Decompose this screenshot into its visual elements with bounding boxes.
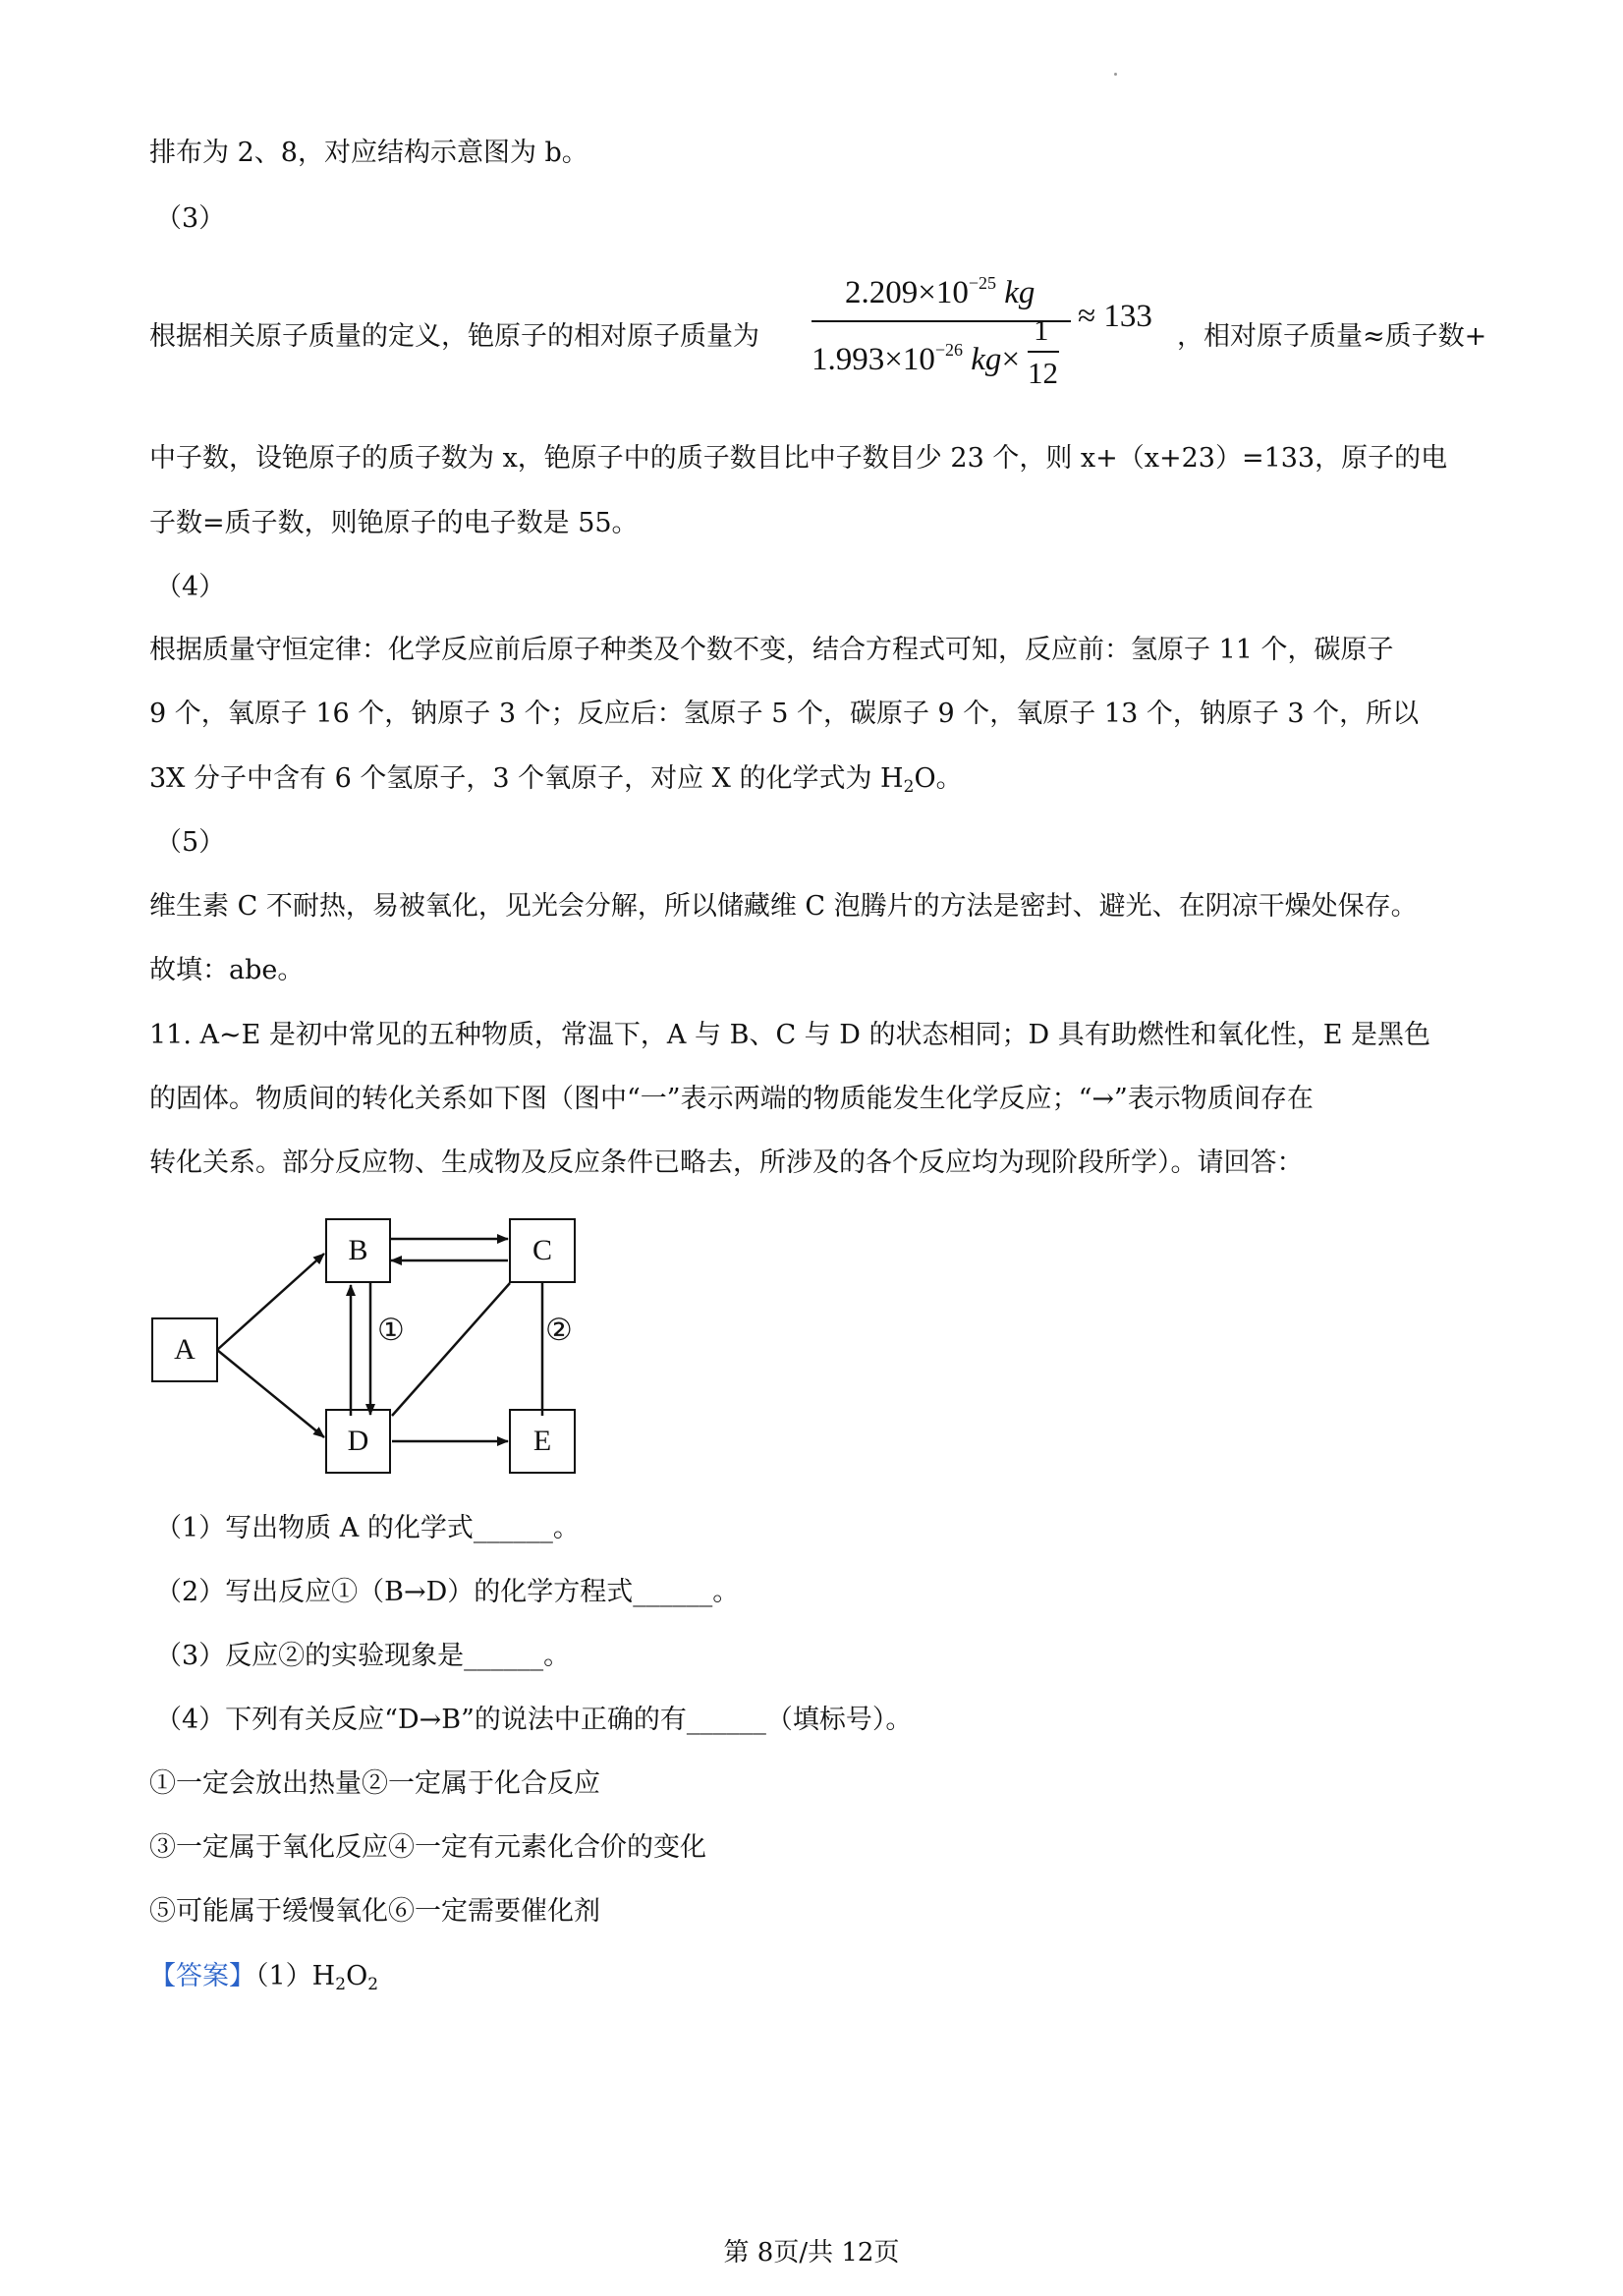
question-text: 11. A~E 是初中常见的五种物质，常温下，A 与 B、C 与 D 的状态相同；D 具有助燃性和氧化性，E 是黑色 xyxy=(149,1020,1431,1050)
approx-result: ≈ 133 xyxy=(1078,299,1152,334)
option-line: ①一定会放出热量②一定属于化合反应 xyxy=(149,1768,600,1799)
node-a: A xyxy=(151,1317,218,1382)
subscript: 2 xyxy=(335,1975,347,1994)
arrow-a-to-b xyxy=(217,1254,324,1350)
arrow-a-to-d xyxy=(217,1350,324,1437)
text-line: 维生素 C 不耐热，易被氧化，见光会分解，所以储藏维 C 泡腾片的方法是密封、避光、在阴凉干燥处保存。 xyxy=(149,891,1418,922)
text-span: O。 xyxy=(914,763,963,794)
question-text: 转化关系。部分反应物、生成物及反应条件已略去，所涉及的各个反应均为现阶段所学）。请回答： xyxy=(149,1148,1304,1178)
subscript: 2 xyxy=(367,1975,379,1994)
numerator-unit: kg xyxy=(1004,275,1035,310)
sub-question: （4）下列有关反应“D→B”的说法中正确的有______（填标号）。 xyxy=(155,1705,913,1735)
denominator-unit: kg xyxy=(971,342,1002,377)
node-c: C xyxy=(509,1218,576,1283)
line-c-d xyxy=(392,1283,510,1416)
option-line: ⑤可能属于缓慢氧化⑥一定需要催化剂 xyxy=(149,1896,600,1927)
times-sign: × xyxy=(1001,342,1021,377)
sub-question: （2）写出反应①（B→D）的化学方程式______。 xyxy=(155,1577,740,1607)
reaction-label-2: ② xyxy=(545,1313,573,1348)
node-b: B xyxy=(325,1218,391,1283)
text-line: 中子数，设铯原子的质子数为 x，铯原子中的质子数目比中子数目少 23 个，则 x+（x+23）=133，原子的电 xyxy=(149,443,1448,474)
subscript: 2 xyxy=(903,777,915,797)
text-line: 子数=质子数，则铯原子的电子数是 55。 xyxy=(149,508,639,538)
denominator-coef: 1.993×10 xyxy=(812,342,935,377)
reaction-label-1: ① xyxy=(377,1313,405,1348)
section-label: （4） xyxy=(155,572,226,602)
section-label: （5） xyxy=(155,827,226,858)
sub-question: （3）反应②的实验现象是______。 xyxy=(155,1641,571,1671)
answer-text: （1）H xyxy=(255,1961,336,1991)
answer-text: O xyxy=(346,1961,368,1991)
small-fraction-denominator: 12 xyxy=(1028,356,1058,390)
question-text: 的固体。物质间的转化关系如下图（图中“一”表示两端的物质能发生化学反应；“→”表示物质间存在 xyxy=(149,1084,1314,1114)
node-d: D xyxy=(325,1409,391,1474)
text-line: ，相对原子质量≈质子数+ xyxy=(1177,321,1487,352)
option-line: ③一定属于氧化反应④一定有元素化合价的变化 xyxy=(149,1832,706,1863)
text-line: 9 个，氧原子 16 个，钠原子 3 个；反应后：氢原子 5 个，碳原子 9 个，氧原子 13 个，钠原子 3 个，所以 xyxy=(149,699,1420,729)
text-line: 排布为 2、8，对应结构示意图为 b。 xyxy=(149,138,588,168)
denominator-exp: −26 xyxy=(934,340,964,360)
text-line: 根据质量守恒定律：化学反应前后原子种类及个数不变，结合方程式可知，反应前：氢原子 11 个，碳原子 xyxy=(149,635,1394,665)
small-fraction-numerator: 1 xyxy=(1034,312,1049,347)
numerator-coef: 2.209×10 xyxy=(845,275,969,310)
answer-label: 【答案】 xyxy=(149,1961,255,1991)
section-label: （3） xyxy=(155,203,226,234)
page-footer: 第 8页/共 12页 xyxy=(723,2238,900,2268)
text-line: 故填：abe。 xyxy=(149,955,305,985)
answer-line xyxy=(149,1957,378,2004)
node-e: E xyxy=(509,1409,576,1474)
text-line: 根据相关原子质量的定义，铯原子的相对原子质量为 xyxy=(149,321,759,352)
numerator-exp: −25 xyxy=(968,273,997,293)
text-span: 3X 分子中含有 6 个氢原子，3 个氧原子，对应 X 的化学式为 H xyxy=(149,763,904,794)
sub-question: （1）写出物质 A 的化学式______。 xyxy=(155,1513,580,1543)
